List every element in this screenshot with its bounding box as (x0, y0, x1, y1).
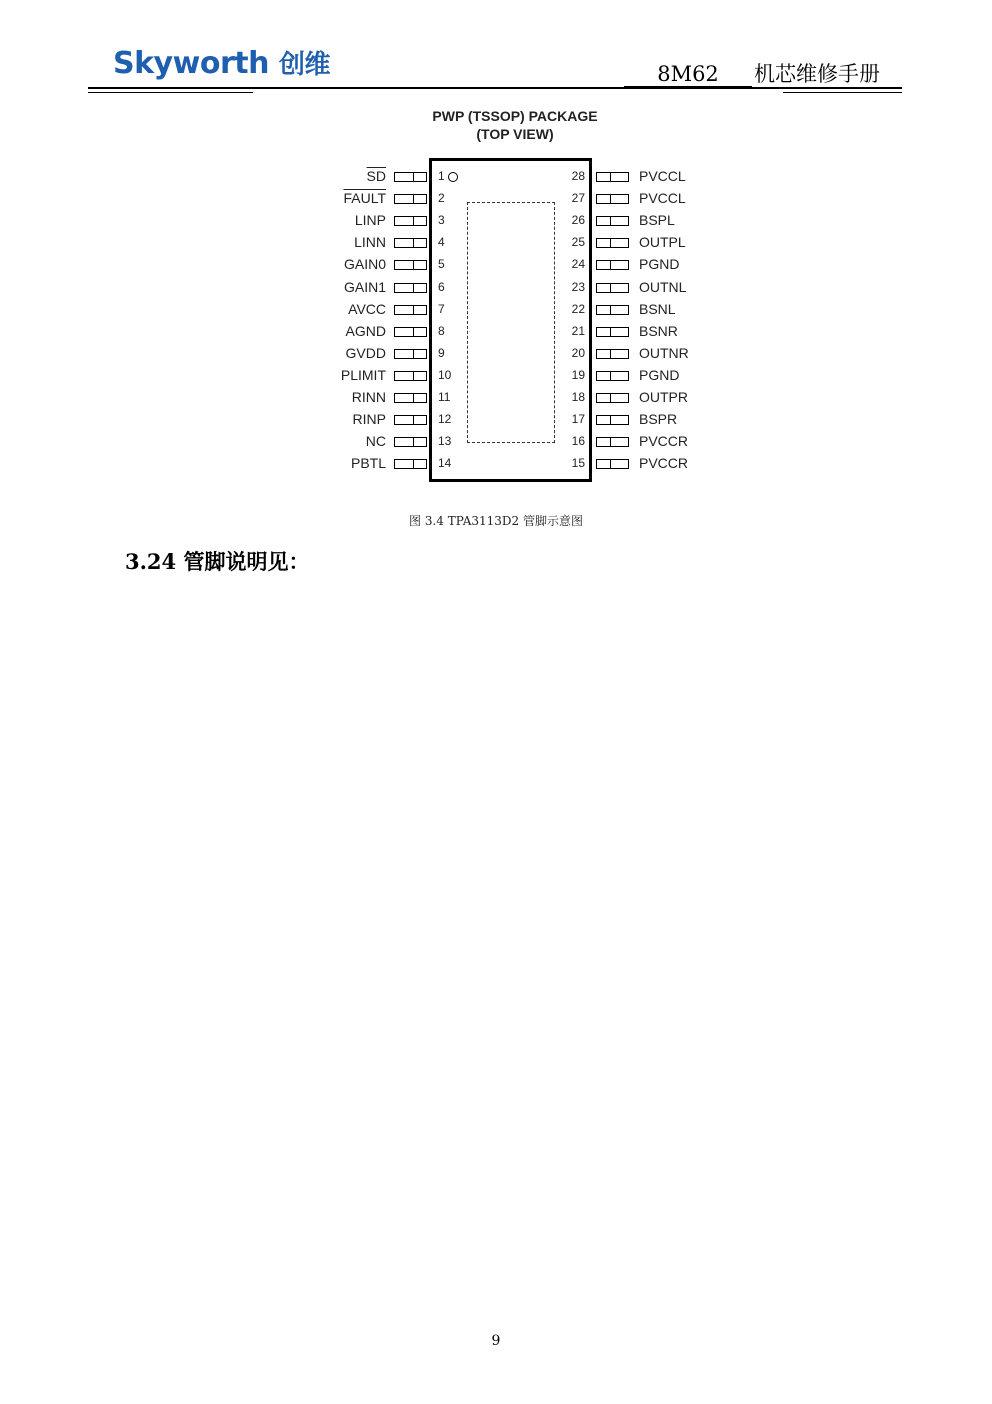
page-number: 9 (491, 1333, 501, 1349)
pin-lead-left (394, 194, 427, 204)
pin-number: 1 (438, 169, 445, 183)
pin-number: 13 (438, 434, 452, 449)
header-title (624, 58, 880, 88)
skyworth-logo (113, 44, 330, 81)
pin-lead-left (394, 283, 427, 293)
pin-label: GAIN1 (343, 278, 386, 295)
figure-caption: 图 3.4 TPA3113D2 管脚示意图 (409, 514, 583, 528)
pin-label: OUTPR (639, 389, 688, 405)
pin-number: 11 (438, 390, 451, 404)
pin-lead-left (394, 459, 427, 469)
pin-label: PGND (639, 256, 680, 273)
pin-label: AVCC (348, 300, 386, 317)
pin-label: RINN (351, 389, 386, 405)
pin-number: 26 (571, 213, 585, 228)
pin-lead-right (596, 349, 629, 359)
pin-number: 22 (571, 301, 585, 316)
pin-lead-left (394, 172, 427, 182)
pin1-marker-icon (448, 172, 458, 182)
header-rule-thin-left (88, 92, 253, 93)
pin-number: 10 (438, 367, 452, 382)
pin-number: 20 (571, 345, 585, 360)
thermal-pad (467, 202, 555, 443)
pin-label: PBTL (350, 455, 386, 472)
pin-lead-left (394, 305, 427, 315)
package-title: PWP (TSSOP) PACKAGE (432, 108, 598, 124)
pin-number: 7 (438, 301, 445, 316)
pin-lead-left (394, 415, 427, 425)
header-rule (88, 87, 902, 89)
pin-lead-right (596, 437, 629, 447)
pin-number: 5 (438, 257, 445, 272)
pin-label: PVCCR (639, 455, 689, 472)
pin-number: 24 (571, 257, 585, 272)
pin-label: PLIMIT (340, 366, 386, 383)
pin-number: 4 (438, 235, 445, 250)
manual-title: 机芯维修手册 (754, 62, 880, 86)
pin-number: 6 (438, 279, 445, 294)
pin-lead-right (596, 194, 629, 204)
pin-lead-right (596, 305, 629, 315)
pin-label: LINN (354, 234, 386, 251)
pin-lead-right (596, 327, 629, 337)
model-number: 8M62 (624, 62, 752, 87)
pin-label: AGND (345, 322, 386, 339)
pin-label: GAIN0 (343, 256, 386, 273)
pin-number: 14 (438, 456, 452, 471)
pin-label: OUTPL (639, 234, 686, 251)
pin-label: OUTNR (639, 344, 689, 361)
pin-lead-left (394, 238, 427, 248)
pin-number: 21 (571, 323, 585, 338)
pin-number: 18 (571, 390, 585, 404)
pin-number: 3 (438, 213, 445, 228)
package-subtitle: (TOP VIEW) (476, 126, 554, 142)
pin-label: PGND (639, 366, 680, 383)
pin-lead-left (394, 437, 427, 447)
pin-lead-left (394, 216, 427, 226)
pin-lead-right (596, 216, 629, 226)
pin-number: 17 (571, 412, 585, 427)
pin-lead-right (596, 238, 629, 248)
pin-number: 27 (571, 191, 585, 206)
pin-lead-left (394, 349, 427, 359)
pin-label: NC (365, 433, 386, 450)
pin-label: RINP (352, 411, 386, 428)
pin-label: PVCCL (639, 168, 686, 184)
section-heading: 3.24 管脚说明见： (125, 549, 310, 574)
pin-label: PVCCL (639, 190, 686, 207)
pin-number: 19 (571, 367, 585, 382)
logo-cn: 创维 (278, 50, 330, 80)
pin-label: LINP (354, 212, 386, 229)
pin-label: $\overline{SD}$ (366, 168, 386, 184)
pin-number: 23 (571, 279, 585, 294)
pin-label: BSPL (639, 212, 675, 229)
pin-number: 28 (571, 169, 585, 183)
pin-label: PVCCR (639, 433, 689, 450)
pin-lead-right (596, 415, 629, 425)
pin-label: BSNR (639, 322, 678, 339)
pin-number: 9 (438, 345, 445, 360)
header-rule-thin-right (783, 92, 902, 93)
pin-number: 2 (438, 191, 445, 206)
logo-text: Skyworth (113, 46, 269, 81)
pin-number: 25 (571, 235, 585, 250)
pin-number: 16 (571, 434, 585, 449)
pin-label: FAULT (343, 190, 386, 207)
pin-lead-left (394, 393, 427, 403)
pin-lead-right (596, 371, 629, 381)
pin-lead-right (596, 393, 629, 403)
pin-lead-right (596, 260, 629, 270)
pin-number: 12 (438, 412, 452, 427)
pin-label: OUTNL (639, 278, 687, 295)
pin-lead-right (596, 283, 629, 293)
pin-label: BSPR (639, 411, 678, 428)
pin-number: 15 (571, 456, 585, 471)
pin-label: GVDD (345, 344, 386, 361)
pin-number: 8 (438, 323, 445, 338)
pin-lead-left (394, 371, 427, 381)
pin-lead-right (596, 459, 629, 469)
pin-lead-left (394, 327, 427, 337)
pinout-diagram (320, 104, 720, 494)
pin-label: BSNL (639, 300, 676, 317)
pin-lead-right (596, 172, 629, 182)
pin-lead-left (394, 260, 427, 270)
